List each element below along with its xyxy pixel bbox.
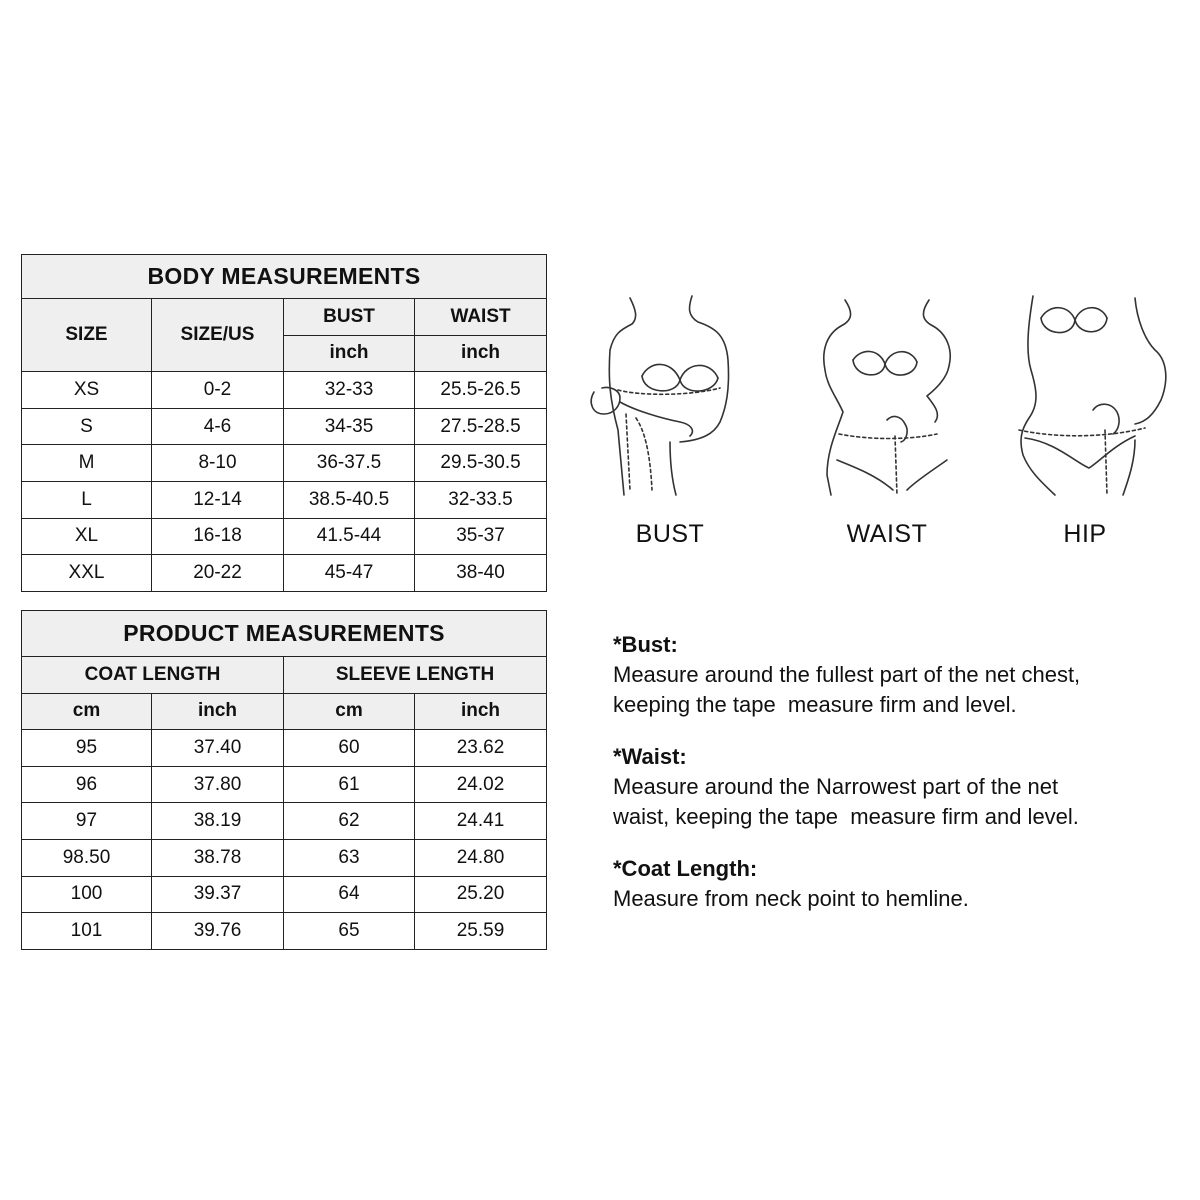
cell-sleeve-inch: 24.41 (415, 803, 547, 840)
measurement-figures (565, 290, 1195, 560)
note-title: *Waist: (613, 744, 687, 769)
note-title: *Coat Length: (613, 856, 758, 881)
waist-figure-label: WAIST (846, 520, 928, 548)
cell-bust: 34-35 (284, 408, 415, 445)
waist-measure-figure-icon (797, 290, 977, 510)
measurement-notes (613, 630, 1193, 936)
cell-coat-cm: 98.50 (22, 839, 152, 876)
product-table-title: PRODUCT MEASUREMENTS (22, 611, 547, 657)
body-measurements-table (21, 254, 547, 592)
cell-coat-cm: 96 (22, 766, 152, 803)
cell-sleeve-cm: 63 (284, 839, 415, 876)
note-text: Measure around the fullest part of the net chest, keeping the tape measure firm and level. (613, 662, 1081, 717)
header-bust-unit: inch (284, 335, 415, 372)
table-row (22, 839, 547, 876)
product-measurements-table (21, 610, 547, 950)
table-row (22, 730, 547, 767)
cell-size-us: 16-18 (152, 518, 284, 555)
header-sleeve-inch: inch (415, 693, 547, 730)
cell-size: XS (22, 372, 152, 409)
hip-measure-figure-icon (995, 290, 1175, 510)
cell-coat-inch: 37.80 (152, 766, 284, 803)
header-coat-length: COAT LENGTH (22, 657, 284, 694)
cell-sleeve-cm: 60 (284, 730, 415, 767)
cell-waist: 25.5-26.5 (415, 372, 547, 409)
note-bust (613, 630, 1193, 720)
table-row (22, 408, 547, 445)
header-waist-unit: inch (415, 335, 547, 372)
header-bust: BUST (284, 299, 415, 336)
table-row (22, 913, 547, 950)
hip-figure-label: HIP (1063, 520, 1107, 548)
cell-sleeve-inch: 23.62 (415, 730, 547, 767)
header-size: SIZE (22, 299, 152, 372)
cell-waist: 38-40 (415, 555, 547, 592)
cell-sleeve-cm: 62 (284, 803, 415, 840)
bust-measure-figure-icon (580, 290, 760, 510)
body-table-title: BODY MEASUREMENTS (22, 255, 547, 299)
header-size-us: SIZE/US (152, 299, 284, 372)
table-row (22, 518, 547, 555)
cell-coat-cm: 101 (22, 913, 152, 950)
cell-sleeve-cm: 65 (284, 913, 415, 950)
table-row (22, 803, 547, 840)
cell-coat-inch: 37.40 (152, 730, 284, 767)
note-coat-length (613, 854, 1193, 914)
cell-size-us: 20-22 (152, 555, 284, 592)
cell-bust: 45-47 (284, 555, 415, 592)
cell-bust: 38.5-40.5 (284, 481, 415, 518)
cell-coat-cm: 97 (22, 803, 152, 840)
header-sleeve-length: SLEEVE LENGTH (284, 657, 547, 694)
cell-size-us: 0-2 (152, 372, 284, 409)
header-sleeve-cm: cm (284, 693, 415, 730)
table-row (22, 445, 547, 482)
cell-coat-cm: 100 (22, 876, 152, 913)
cell-waist: 29.5-30.5 (415, 445, 547, 482)
bust-figure-label: BUST (635, 520, 705, 548)
cell-sleeve-inch: 24.02 (415, 766, 547, 803)
cell-size-us: 4-6 (152, 408, 284, 445)
header-coat-inch: inch (152, 693, 284, 730)
cell-size: L (22, 481, 152, 518)
cell-bust: 41.5-44 (284, 518, 415, 555)
cell-size: M (22, 445, 152, 482)
cell-size: XL (22, 518, 152, 555)
header-coat-cm: cm (22, 693, 152, 730)
cell-coat-inch: 39.37 (152, 876, 284, 913)
cell-size: XXL (22, 555, 152, 592)
note-waist (613, 742, 1193, 832)
cell-size: S (22, 408, 152, 445)
cell-size-us: 12-14 (152, 481, 284, 518)
cell-size-us: 8-10 (152, 445, 284, 482)
table-row (22, 481, 547, 518)
cell-coat-inch: 38.19 (152, 803, 284, 840)
note-title: *Bust: (613, 632, 678, 657)
table-row (22, 766, 547, 803)
header-waist: WAIST (415, 299, 547, 336)
cell-sleeve-inch: 25.59 (415, 913, 547, 950)
cell-waist: 35-37 (415, 518, 547, 555)
cell-waist: 32-33.5 (415, 481, 547, 518)
cell-bust: 36-37.5 (284, 445, 415, 482)
cell-sleeve-inch: 25.20 (415, 876, 547, 913)
cell-sleeve-inch: 24.80 (415, 839, 547, 876)
table-row (22, 555, 547, 592)
table-row (22, 876, 547, 913)
cell-bust: 32-33 (284, 372, 415, 409)
cell-coat-inch: 38.78 (152, 839, 284, 876)
cell-waist: 27.5-28.5 (415, 408, 547, 445)
cell-sleeve-cm: 64 (284, 876, 415, 913)
cell-coat-inch: 39.76 (152, 913, 284, 950)
cell-sleeve-cm: 61 (284, 766, 415, 803)
note-text: Measure around the Narrowest part of the net waist, keeping the tape measure firm and level. (613, 774, 1079, 829)
cell-coat-cm: 95 (22, 730, 152, 767)
table-row (22, 372, 547, 409)
note-text: Measure from neck point to hemline. (613, 886, 969, 911)
